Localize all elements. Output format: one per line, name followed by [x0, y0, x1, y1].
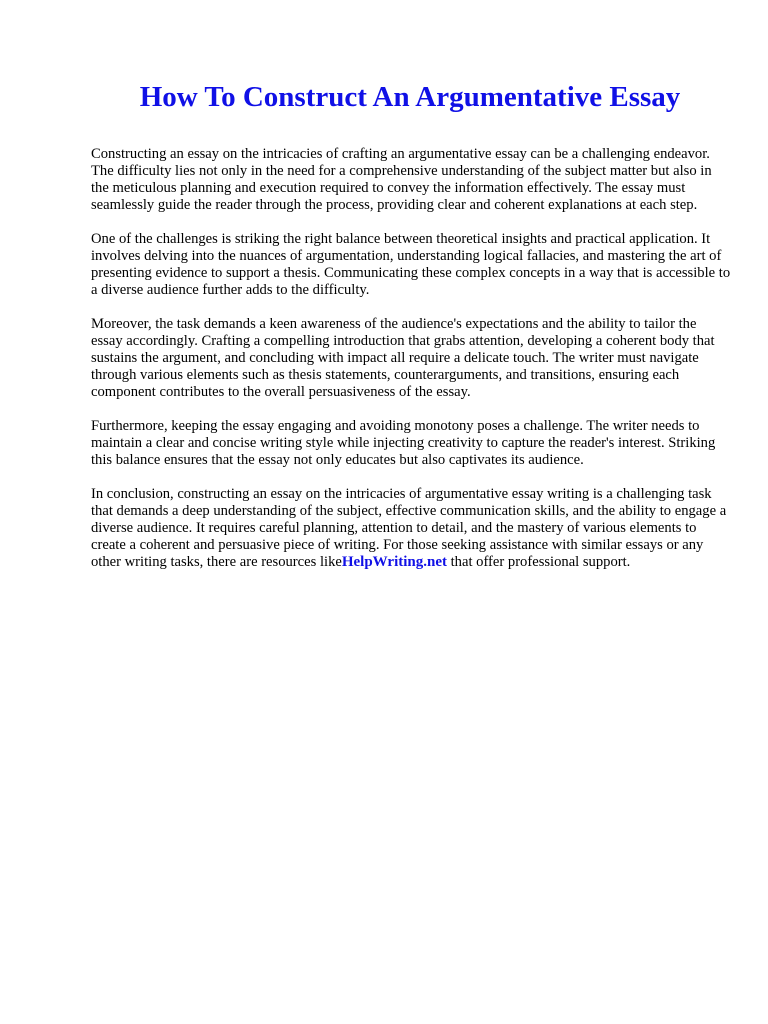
conclusion-tail-text: that offer professional support. — [446, 554, 631, 570]
page-title: How To Construct An Argumentative Essay — [139, 81, 681, 113]
helpwriting-link[interactable]: HelpWriting.net — [341, 554, 447, 570]
paragraph-2: One of the challenges is striking the right balance between theoretical insights and practical application. It involves delving into the nuances of argumentation, understanding logical fallacies, and mastering the art of presenting evidence to support a thesis. Communicating these complex concepts in a way that is accessible to a diverse audience further adds to the difficulty. — [91, 231, 731, 298]
paragraph-1: Constructing an essay on the intricacies of crafting an argumentative essay can be a challenging endeavor. The difficulty lies not only in the need for a comprehensive understanding of the subject matter but also in the meticulous planning and execution required to convey the information effectively. The essay must seamlessly guide the reader through the process, providing clear and coherent explanations at each step. — [91, 146, 712, 213]
conclusion-text: In conclusion, constructing an essay on the intricacies of argumentative essay writing is a challenging task that demands a deep understanding of the subject, effective communication skills, and the ability to engage a diverse audience. It requires careful planning, attention to detail, and the mastery of various elements to create a coherent and persuasive piece of writing. For those seeking assistance with similar essays or any other writing tasks, there are resources like — [91, 486, 727, 570]
paragraph-5-conclusion — [91, 486, 731, 571]
document-body — [91, 146, 731, 588]
paragraph-3: Moreover, the task demands a keen awareness of the audience's expectations and the ability to tailor the essay accordingly. Crafting a compelling introduction that grabs attention, developing a coherent body that sustains the argument, and concluding with impact all require a delicate touch. The writer must navigate through various elements such as thesis statements, counterarguments, and transitions, ensuring each component contributes to the overall persuasiveness of the essay. — [91, 316, 715, 400]
paragraph-4: Furthermore, keeping the essay engaging and avoiding monotony poses a challenge. The writer needs to maintain a clear and concise writing style while injecting creativity to capture the reader's interest. Striking this balance ensures that the essay not only educates but also captivates its audience. — [91, 418, 716, 468]
